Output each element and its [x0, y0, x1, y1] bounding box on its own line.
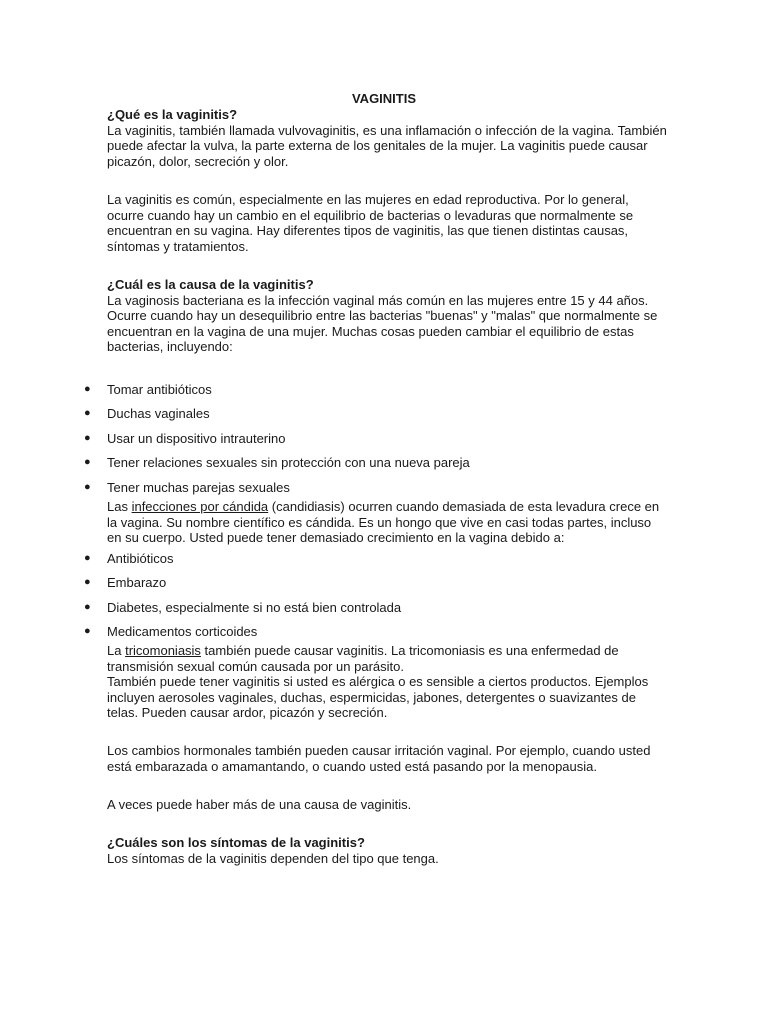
list-item [0, 406, 768, 422]
document-title: VAGINITIS [351, 91, 417, 106]
paragraph-multiple: A veces puede haber más de una causa de vaginitis. [107, 797, 412, 812]
paragraph-candida [107, 499, 667, 546]
bullet-icon: ● [84, 481, 91, 493]
bullet-icon: ● [84, 407, 91, 419]
list-item [0, 480, 768, 496]
paragraph-allergy: También puede tener vaginitis si usted es alérgica o es sensible a ciertos productos. Ejemplos incluyen aerosoles vaginales, duchas, espermicidas, jabones, detergentes o suavizantes de telas. Pueden causar ardor, picazón y secreción. [107, 674, 649, 720]
list-item-text: Tomar antibióticos [107, 382, 212, 397]
bullet-icon: ● [84, 625, 91, 637]
paragraph-what-2-block [107, 192, 667, 254]
paragraph-what-1: La vaginitis, también llamada vulvovaginitis, es una inflamación o infección de la vagina. También puede afectar la vulva, la parte externa de los genitales de la mujer. La vaginitis puede causar picazón, dolor, secreción y olor. [107, 122, 667, 169]
candida-pre: Las [107, 499, 132, 514]
heading-symptoms: ¿Cuáles son los síntomas de la vaginitis? [107, 835, 365, 850]
trico-link[interactable]: tricomoniasis [125, 643, 201, 658]
list-item [0, 455, 768, 471]
list-item-text: Embarazo [107, 575, 167, 590]
list-item-text: Medicamentos corticoides [107, 624, 258, 639]
hormonal-block [107, 743, 667, 774]
bullet-icon: ● [84, 601, 91, 613]
paragraph-cause-1: La vaginosis bacteriana es la infección vaginal más común en las mujeres entre 15 y 44 años. Ocurre cuando hay un desequilibrio entre las bacterias "buenas" y "malas" que normalmente se encuentran en la vagina de una mujer. Muchas cosas pueden cambiar el equilibrio de estas bacterias, incluyendo: [107, 292, 658, 354]
paragraph-hormonal: Los cambios hormonales también pueden causar irritación vaginal. Por ejemplo, cuando usted está embarazada o amamantando, o cuando usted está pasando por la menopausia. [107, 743, 651, 774]
list-item [0, 551, 768, 567]
section-what [107, 107, 667, 169]
bullet-icon: ● [84, 383, 91, 395]
bullet-icon: ● [84, 432, 91, 444]
paragraph-what-2: La vaginitis es común, especialmente en las mujeres en edad reproductiva. Por lo general, ocurre cuando hay un cambio en el equilibrio de bacterias o levaduras que normalmente se encuentran en su vagina. Hay diferentes tipos de vaginitis, las que tienen distintas causas, síntomas y tratamientos. [107, 192, 634, 254]
list-item [0, 600, 768, 616]
list-item-text: Diabetes, especialmente si no está bien controlada [107, 600, 402, 615]
list-item [0, 575, 768, 591]
heading-cause: ¿Cuál es la causa de la vaginitis? [107, 277, 314, 292]
list-item [0, 624, 768, 640]
trico-post: también puede causar vaginitis. La tricomoniasis es una enfermedad de transmisión sexual común causada por un parásito. [107, 643, 619, 674]
trico-pre: La [107, 643, 126, 658]
bullet-icon: ● [84, 576, 91, 588]
section-symptoms [107, 835, 667, 866]
multiple-block [107, 797, 667, 813]
list-item-text: Tener relaciones sexuales sin protección con una nueva pareja [107, 455, 470, 470]
paragraph-trico [107, 643, 667, 674]
candida-post: (candidiasis) ocurren cuando demasiada de esta levadura crece en la vagina. Su nombre científico es cándida. Es un hongo que vive en casi todas partes, incluso en su cuerpo. Usted puede tener demasiado crecimiento en la vagina debido a: [107, 499, 660, 545]
bullet-icon: ● [84, 456, 91, 468]
list-item-text: Duchas vaginales [107, 406, 210, 421]
list-item [0, 431, 768, 447]
paragraph-symptoms-1: Los síntomas de la vaginitis dependen del tipo que tenga. [107, 850, 439, 866]
candida-link[interactable]: infecciones por cándida [131, 499, 269, 514]
list-item-text: Antibióticos [107, 551, 174, 566]
trico-block [107, 643, 667, 721]
section-cause [107, 277, 667, 355]
list-item [0, 382, 768, 398]
bullet-icon: ● [84, 552, 91, 564]
list-item-text: Usar un dispositivo intrauterino [107, 431, 286, 446]
candida-block [107, 499, 667, 546]
list-item-text: Tener muchas parejas sexuales [107, 480, 290, 495]
heading-what: ¿Qué es la vaginitis? [107, 107, 238, 122]
